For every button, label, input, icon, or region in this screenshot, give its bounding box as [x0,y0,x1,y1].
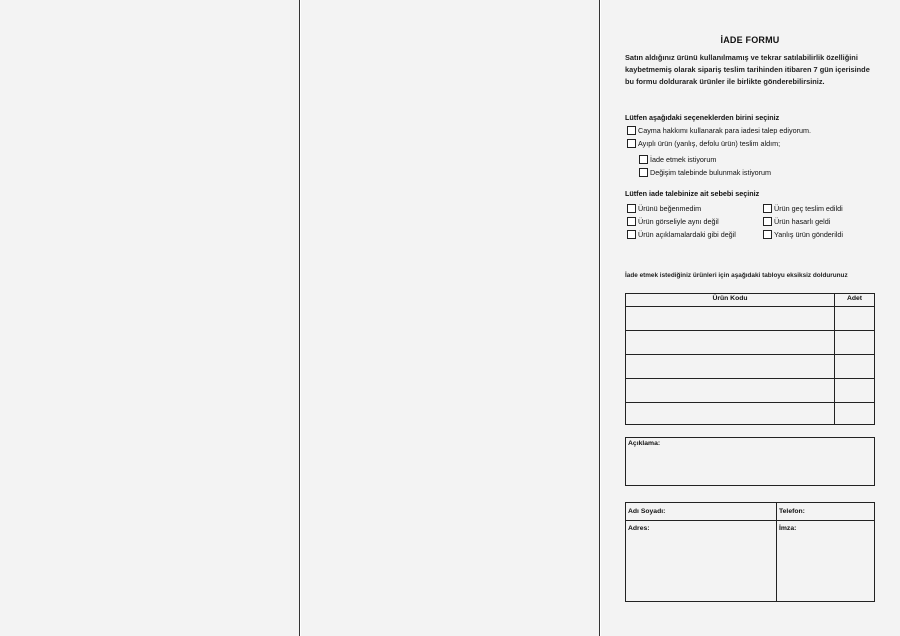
checkbox[interactable] [763,230,772,239]
phone-label: Telefon: [779,508,805,515]
option-label: Değişim talebinde bulunmak istiyorum [650,168,772,177]
option-label: Ayıplı ürün (yanlış, defolu ürün) teslim aldım; [638,139,781,148]
column-header-quantity: Adet [846,295,863,302]
intro-line: kaybetmemiş olarak sipariş teslim tarihinden itibaren 7 gün içerisinde [625,65,870,74]
option-label: Ürün açıklamalardaki gibi değil [638,230,736,239]
name-label: Adı Soyadı: [628,508,666,515]
intro-line: bu formu doldurarak ürünler ile birlikte gönderebilirsiniz. [625,77,825,86]
question-return-type: Lütfen aşağıdaki seçeneklerden birini seçiniz [625,113,780,122]
signature-label: İmza: [779,525,797,532]
option-label: İade etmek istiyorum [650,155,717,164]
column-divider [834,294,835,424]
suboption-return[interactable] [639,155,716,164]
option-label: Ürün hasarlı geldi [774,217,831,226]
option-label: Ürün geç teslim edildi [774,204,843,213]
option-refund[interactable] [627,126,811,135]
table-header [626,294,874,307]
suboption-exchange[interactable] [639,168,771,177]
table-row-divider [626,402,874,403]
table-row-divider [626,378,874,379]
table-instruction: İade etmek istediğiniz ürünleri için aşağıdaki tabloyu eksiksiz doldurunuz [625,272,848,279]
checkbox[interactable] [627,217,636,226]
description-field[interactable] [625,437,875,486]
option-label: Cayma hakkımı kullanarak para iadesi talep ediyorum. [638,126,811,135]
checkbox[interactable] [639,155,648,164]
checkbox[interactable] [639,168,648,177]
middle-panel [301,0,600,636]
form-title: İADE FORMU [720,35,780,45]
question-return-reason: Lütfen iade talebinize ait sebebi seçiniz [625,189,760,198]
checkbox[interactable] [627,204,636,213]
column-header-product-code: Ürün Kodu [712,295,748,302]
option-label: Ürün görseliyle aynı değil [638,217,719,226]
contact-column-divider [776,503,777,601]
reason-wrong-item[interactable] [763,230,843,239]
checkbox[interactable] [627,139,636,148]
option-label: Yanlış ürün gönderildi [774,230,843,239]
checkbox[interactable] [627,126,636,135]
table-row-divider [626,330,874,331]
checkbox[interactable] [627,230,636,239]
table-row-divider [626,354,874,355]
left-panel [0,0,300,636]
option-defective[interactable] [627,139,780,148]
form-intro [625,52,875,88]
intro-line: Satın aldığınız ürünü kullanılmamış ve tekrar satılabilirlik özelliğini [625,53,858,62]
description-label: Açıklama: [628,440,661,447]
checkbox[interactable] [763,204,772,213]
option-label: Ürünü beğenmedim [638,204,702,213]
contact-row-divider [626,520,874,521]
reason-late-delivery[interactable] [763,204,843,213]
address-label: Adres: [628,525,650,532]
reason-damaged[interactable] [763,217,830,226]
checkbox[interactable] [763,217,772,226]
product-table [625,293,875,425]
reason-not-as-described[interactable] [627,230,736,239]
contact-box [625,502,875,602]
reason-not-as-pictured[interactable] [627,217,719,226]
reason-not-liked[interactable] [627,204,701,213]
